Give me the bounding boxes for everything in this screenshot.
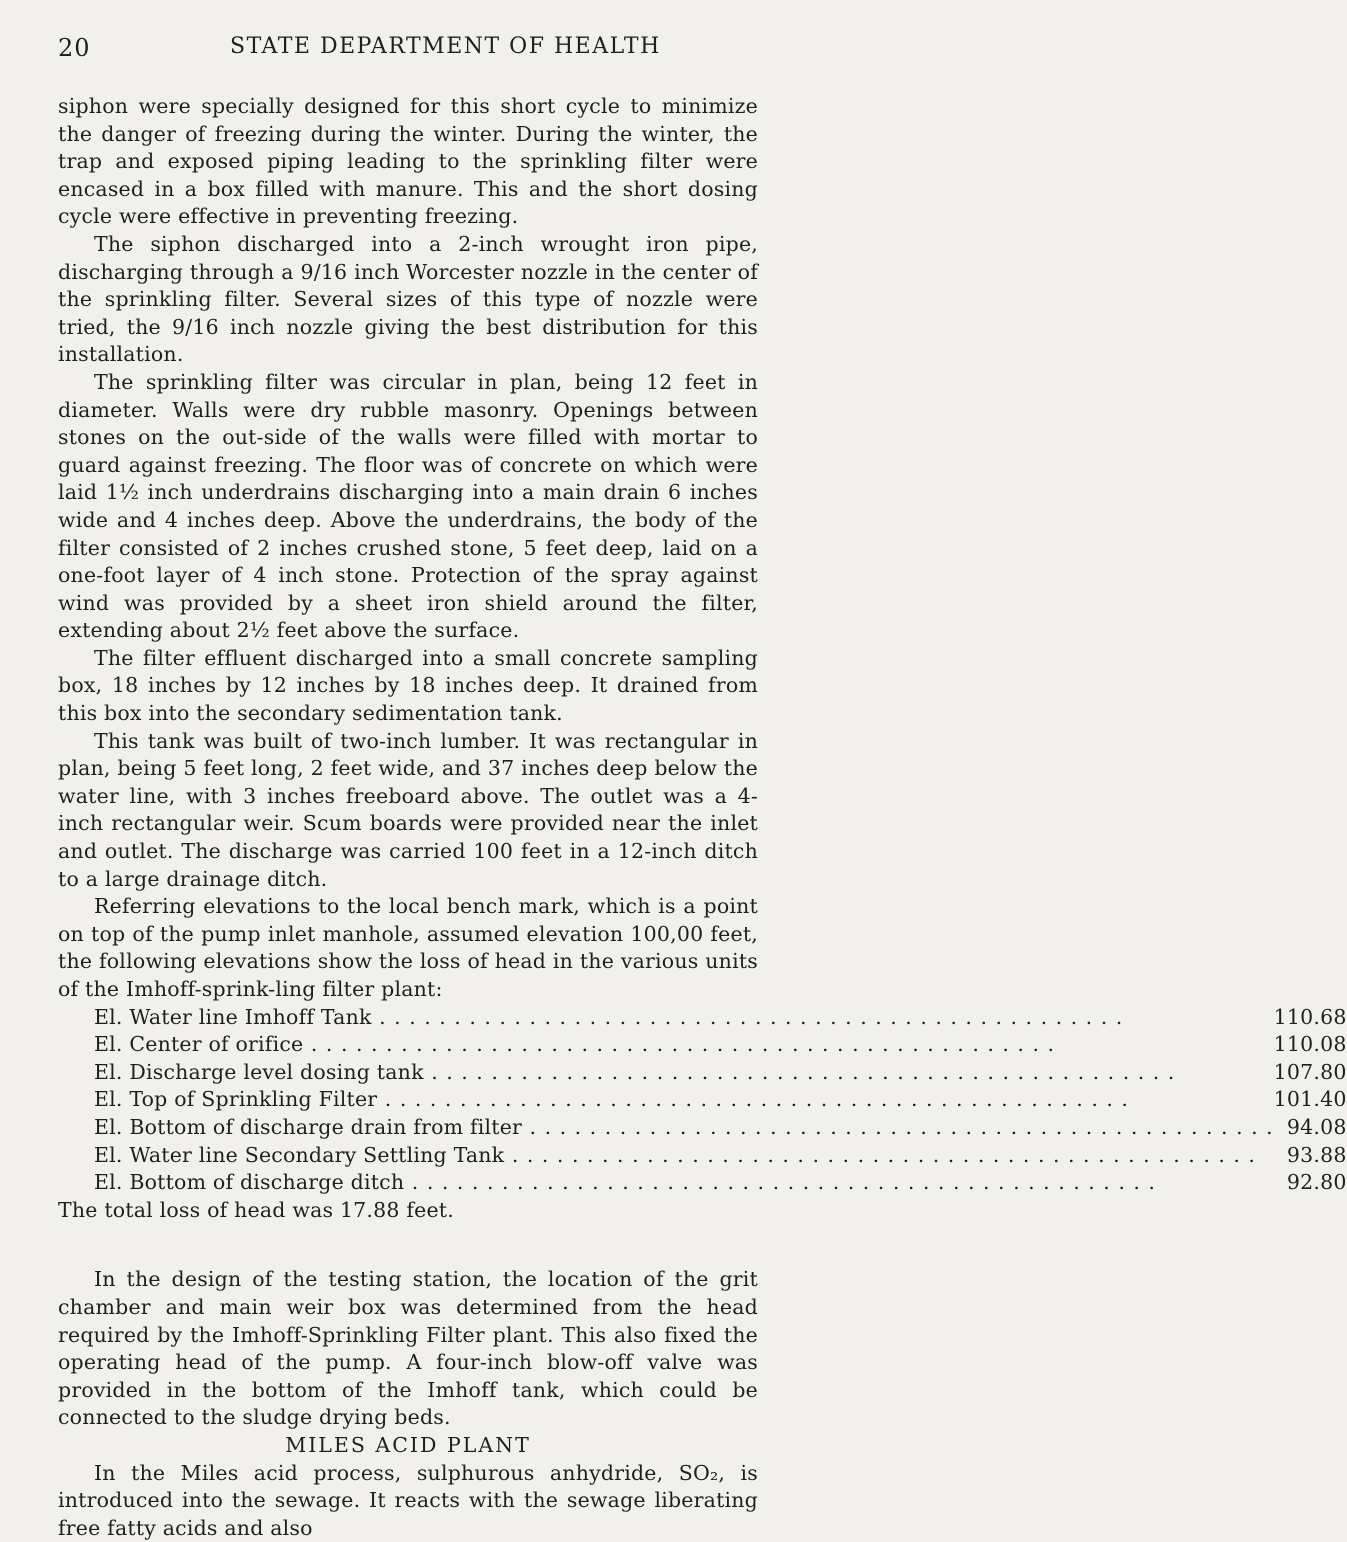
elevation-label: El. Bottom of discharge ditch . . .: [94, 1169, 1274, 1197]
paragraph: The sprinkling filter was circular in plan, being 12 feet in diameter. Walls were dry rubble masonry. Openings between stones on the out-side of the walls were filled with mortar to guard against freezing. The floor was of concrete on which were laid 1½ inch underdrains discharging into a main drain 6 inches wide and 4 inches deep. Above the underdrains, the body of the filter consisted of 2 inches crushed stone, 5 feet deep, laid on a one-foot layer of 4 inch stone. Protection of the spray against wind was provided by a sheet iron shield around the filter, extending about 2½ feet above the surface.: [58, 369, 758, 645]
spacer: [58, 1224, 758, 1266]
elevation-value: 110.68: [1274, 1004, 1347, 1032]
elevation-label: El. Center of orifice . . .: [94, 1031, 1274, 1059]
table-row: [94, 1142, 1347, 1170]
paragraph: Referring elevations to the local bench mark, which is a point on top of the pump inlet manhole, assumed elevation 100,00 feet, the following elevations show the loss of head in the various units of the Imhoff-sprink-ling filter plant:: [58, 893, 758, 1003]
paragraph: The siphon discharged into a 2-inch wrought iron pipe, discharging through a 9/16 inch Worcester nozzle in the center of the sprinkling filter. Several sizes of this type of nozzle were tried, the 9/16 inch nozzle giving the best distribution for this installation.: [58, 231, 758, 369]
elevation-value: 110.08: [1274, 1031, 1347, 1059]
paragraph: This tank was built of two-inch lumber. It was rectangular in plan, being 5 feet long, 2 feet wide, and 37 inches deep below the water line, with 3 inches freeboard above. The outlet was a 4-inch rectangular weir. Scum boards were provided near the inlet and outlet. The discharge was carried 100 feet in a 12-inch ditch to a large drainage ditch.: [58, 728, 758, 894]
table-row: [94, 1004, 1347, 1032]
section-heading: MILES ACID PLANT: [58, 1432, 758, 1460]
elevation-value: 93.88: [1274, 1142, 1347, 1170]
table-row: [94, 1086, 1347, 1114]
body-text: [58, 93, 758, 1542]
paragraph: The filter effluent discharged into a small concrete sampling box, 18 inches by 12 inches by 18 inches deep. It drained from this box into the secondary sedimentation tank.: [58, 645, 758, 728]
elevation-value: 94.08: [1274, 1114, 1347, 1142]
elevation-label: El. Discharge level dosing tank . . .: [94, 1059, 1274, 1087]
elevation-label: El. Water line Secondary Settling Tank . . .: [94, 1142, 1274, 1170]
elevation-value: 107.80: [1274, 1059, 1347, 1087]
elevation-value: 92.80: [1274, 1169, 1347, 1197]
page-number: 20: [58, 34, 91, 62]
table-row: [94, 1114, 1347, 1142]
paragraph: In the design of the testing station, the location of the grit chamber and main weir box was determined from the head required by the Imhoff-Sprinkling Filter plant. This also fixed the operating head of the pump. A four-inch blow-off valve was provided in the bottom of the Imhoff tank, which could be connected to the sludge drying beds.: [58, 1266, 758, 1432]
running-head: STATE DEPARTMENT OF HEALTH: [230, 34, 661, 59]
elevation-table: [94, 1004, 1347, 1197]
page-header: [58, 34, 758, 64]
table-row: [94, 1059, 1347, 1087]
elevation-label: El. Bottom of discharge drain from filter . . .: [94, 1114, 1274, 1142]
elevation-label: El. Top of Sprinkling Filter . . .: [94, 1086, 1274, 1114]
paragraph: In the Miles acid process, sulphurous anhydride, SO₂, is introduced into the sewage. It reacts with the sewage liberating free fatty acids and also: [58, 1460, 758, 1542]
total-loss-statement: The total loss of head was 17.88 feet.: [58, 1197, 758, 1225]
paragraph: siphon were specially designed for this short cycle to minimize the danger of freezing during the winter. During the winter, the trap and exposed piping leading to the sprinkling filter were encased in a box filled with manure. This and the short dosing cycle were effective in preventing freezing.: [58, 93, 758, 231]
elevation-value: 101.40: [1274, 1086, 1347, 1114]
elevation-label: El. Water line Imhoff Tank . . .: [94, 1004, 1274, 1032]
table-row: [94, 1031, 1347, 1059]
table-row: [94, 1169, 1347, 1197]
document-page: [0, 0, 801, 1292]
